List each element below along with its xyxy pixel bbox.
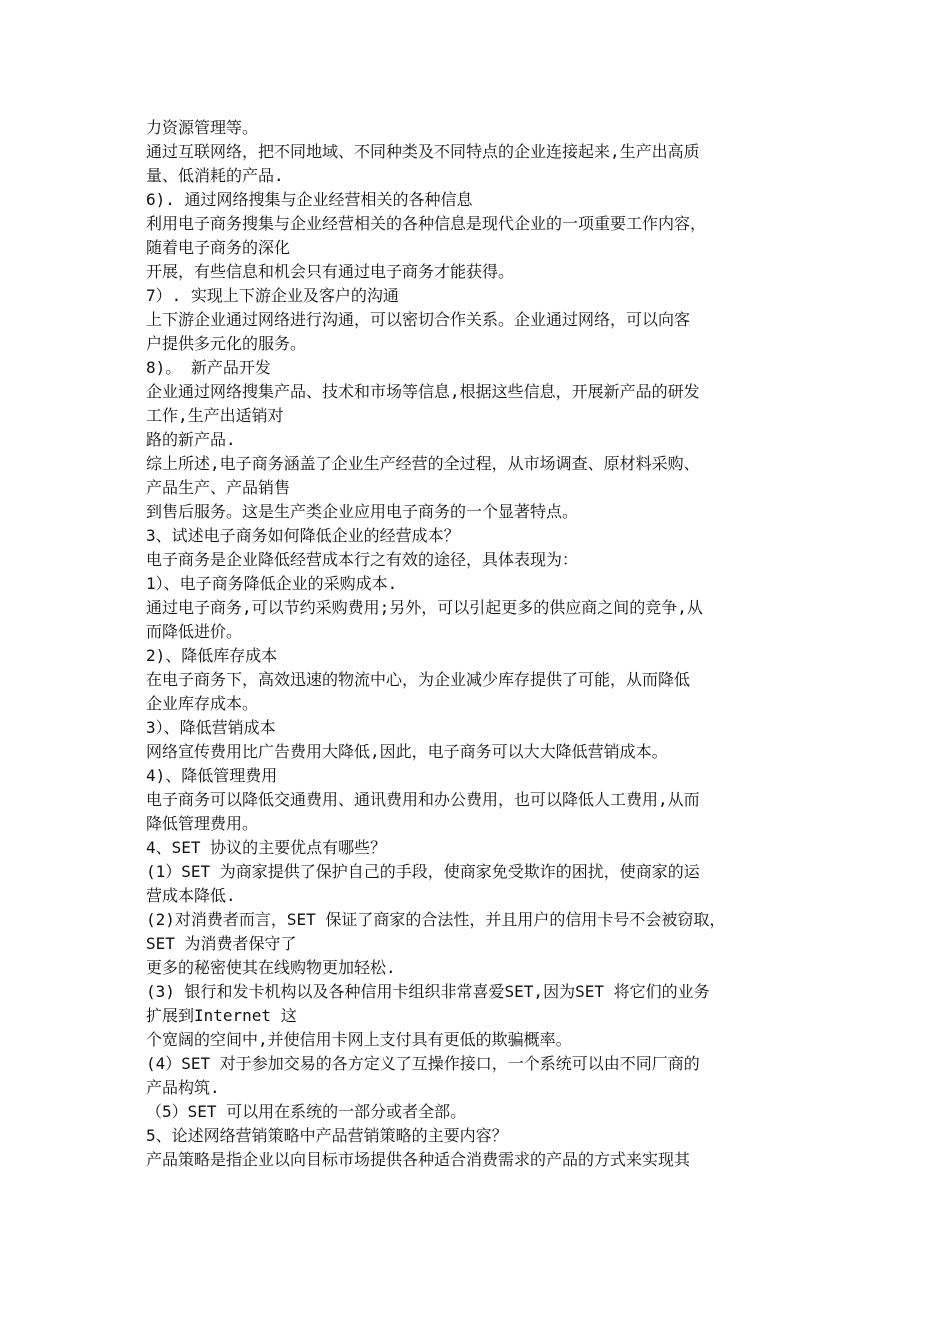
section-heading: 3）、降低营销成本 [146,718,276,737]
text-line: 电子商务是企业降低经营成本行之有效的途径，具体表现为： [146,550,579,569]
text-line: 工作,生产出适销对 [146,406,284,425]
text-line: 利用电子商务搜集与企业经营相关的各种信息是现代企业的一项重要工作内容， [146,214,707,233]
text-line: 降低管理费用。 [146,814,259,833]
document-body [146,116,826,1172]
text-line: 随着电子商务的深化 [146,238,291,257]
question-heading: 3、试述电子商务如何降低企业的经营成本？ [146,526,460,545]
text-line: (1）SET 为商家提供了保护自己的手段，使商家免受欺诈的困扰，使商家的运 [146,862,700,881]
text-line: 路的新产品. [146,430,236,449]
text-line: 而降低进价。 [146,622,243,641]
text-line: （5）SET 可以用在系统的一部分或者全部。 [146,1102,467,1121]
text-line: (2)对消费者而言，SET 保证了商家的合法性，并且用户的信用卡号不会被窃取， [146,910,726,929]
text-line: 个宽阔的空间中,并使信用卡网上支付具有更低的欺骗概率。 [146,1030,572,1049]
text-line: 上下游企业通过网络进行沟通，可以密切合作关系。企业通过网络，可以向客 [146,310,691,329]
text-line: 通过电子商务,可以节约采购费用;另外，可以引起更多的供应商之间的竞争,从 [146,598,703,617]
section-heading: 7）. 实现上下游企业及客户的沟通 [146,286,399,305]
text-line: 产品策略是指企业以向目标市场提供各种适合消费需求的产品的方式来实现其 [146,1150,691,1169]
text-line: 户提供多元化的服务。 [146,334,307,353]
text-line: 在电子商务下，高效迅速的物流中心，为企业减少库存提供了可能，从而降低 [146,670,691,689]
section-heading: 1）、电子商务降低企业的采购成本. [146,574,398,593]
question-heading: 4、SET 协议的主要优点有哪些？ [146,838,387,857]
text-line: 通过互联网络，把不同地域、不同种类及不同特点的企业连接起来,生产出高质 [146,142,700,161]
text-line: (3) 银行和发卡机构以及各种信用卡组织非常喜爱SET,因为SET 将它们的业务 [146,982,710,1001]
text-line: 产品构筑. [146,1078,220,1097]
text-line: 更多的秘密使其在线购物更加轻松. [146,958,396,977]
text-line: 开展，有些信息和机会只有通过电子商务才能获得。 [146,262,515,281]
section-heading: 8)。 新产品开发 [146,358,271,377]
text-line: 营成本降低. [146,886,236,905]
text-line: SET 为消费者保守了 [146,934,297,953]
text-line: 电子商务可以降低交通费用、通讯费用和办公费用，也可以降低人工费用,从而 [146,790,700,809]
text-line: 综上所述,电子商务涵盖了企业生产经营的全过程，从市场调查、原材料采购、 [146,454,700,473]
text-line: 量、低消耗的产品. [146,166,284,185]
section-heading: 2)、降低库存成本 [146,646,278,665]
text-line: 企业库存成本。 [146,694,259,713]
text-line: 力资源管理等。 [146,118,259,137]
text-line: 到售后服务。这是生产类企业应用电子商务的一个显著特点。 [146,502,579,521]
text-line: 扩展到Internet 这 [146,1006,297,1025]
question-heading: 5、论述网络营销策略中产品营销策略的主要内容？ [146,1126,508,1145]
section-heading: 4)、降低管理费用 [146,766,278,785]
section-heading: 6). 通过网络搜集与企业经营相关的各种信息 [146,190,473,209]
text-line: 网络宣传费用比广告费用大降低,因此，电子商务可以大大降低营销成本。 [146,742,668,761]
text-line: 产品生产、产品销售 [146,478,291,497]
text-line: (4）SET 对于参加交易的各方定义了互操作接口，一个系统可以由不同厂商的 [146,1054,700,1073]
text-line: 企业通过网络搜集产品、技术和市场等信息,根据这些信息，开展新产品的研发 [146,382,700,401]
